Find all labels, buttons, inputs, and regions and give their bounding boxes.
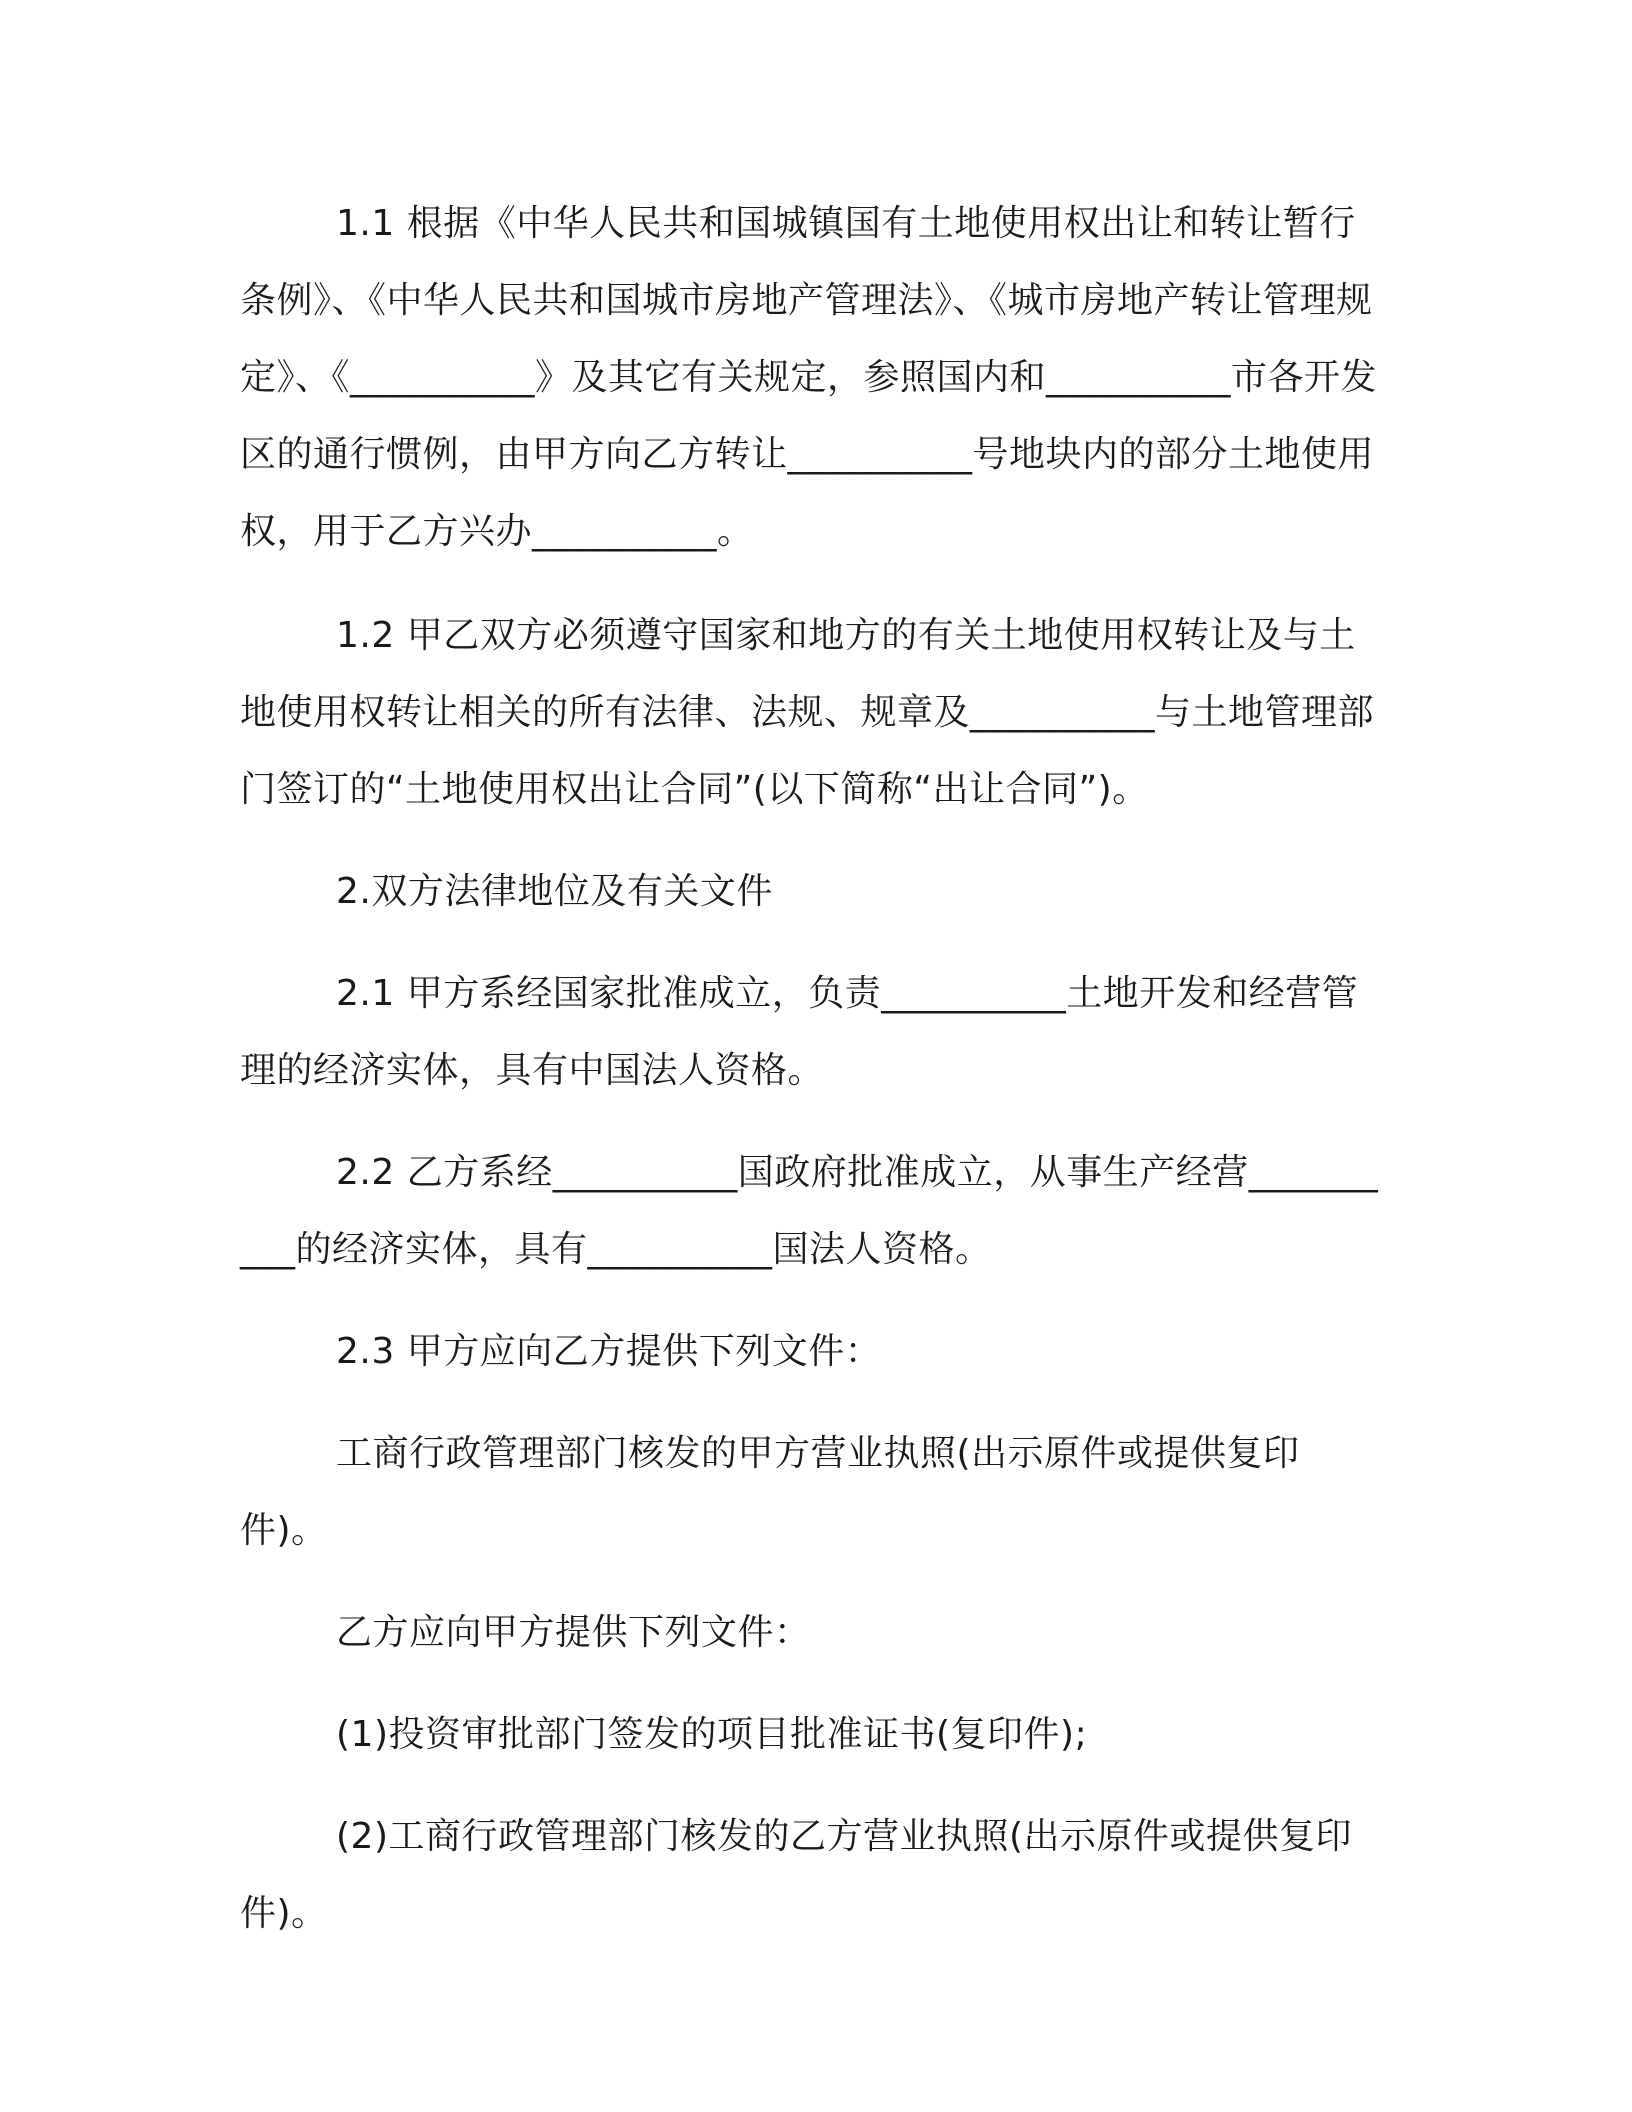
list-item-1: (1)投资审批部门签发的项目批准证书(复印件);: [336, 1714, 1088, 1755]
paragraph-1-1: 1.1 根据《中华人民共和国城镇国有土地使用权出让和转让暂行条例》、《中华人民共和国城市房地产管理法》、《城市房地产转让管理规定》、《__________》及其它有关规定，参照国内和__________市各开发区的通行惯例，由甲方向乙方转让__________号地块内的部分土地使用权，用于乙方兴办__________。: [240, 203, 1378, 552]
paragraph-2-2: 2.2 乙方系经__________国政府批准成立，从事生产经营__________的经济实体，具有__________国法人资格。: [240, 1152, 1379, 1270]
document-body: [240, 185, 1385, 1952]
paragraph-2-3: 2.3 甲方应向乙方提供下列文件：: [336, 1331, 882, 1372]
paragraph-2-1: 2.1 甲方系经国家批准成立，负责__________土地开发和经营管理的经济实体，具有中国法人资格。: [240, 973, 1359, 1091]
list-item-2: (2)工商行政管理部门核发的乙方营业执照(出示原件或提供复印件)。: [240, 1816, 1353, 1934]
paragraph-party-a-documents: 工商行政管理部门核发的甲方营业执照(出示原件或提供复印件)。: [240, 1433, 1300, 1551]
section-heading-2: 2.双方法律地位及有关文件: [336, 871, 773, 912]
paragraph-party-b-documents-heading: 乙方应向甲方提供下列文件：: [336, 1612, 811, 1653]
paragraph-1-2: 1.2 甲乙双方必须遵守国家和地方的有关土地使用权转让及与土地使用权转让相关的所有法律、法规、规章及__________与土地管理部门签订的“土地使用权出让合同”(以下简称“出让合同”)。: [240, 615, 1375, 810]
